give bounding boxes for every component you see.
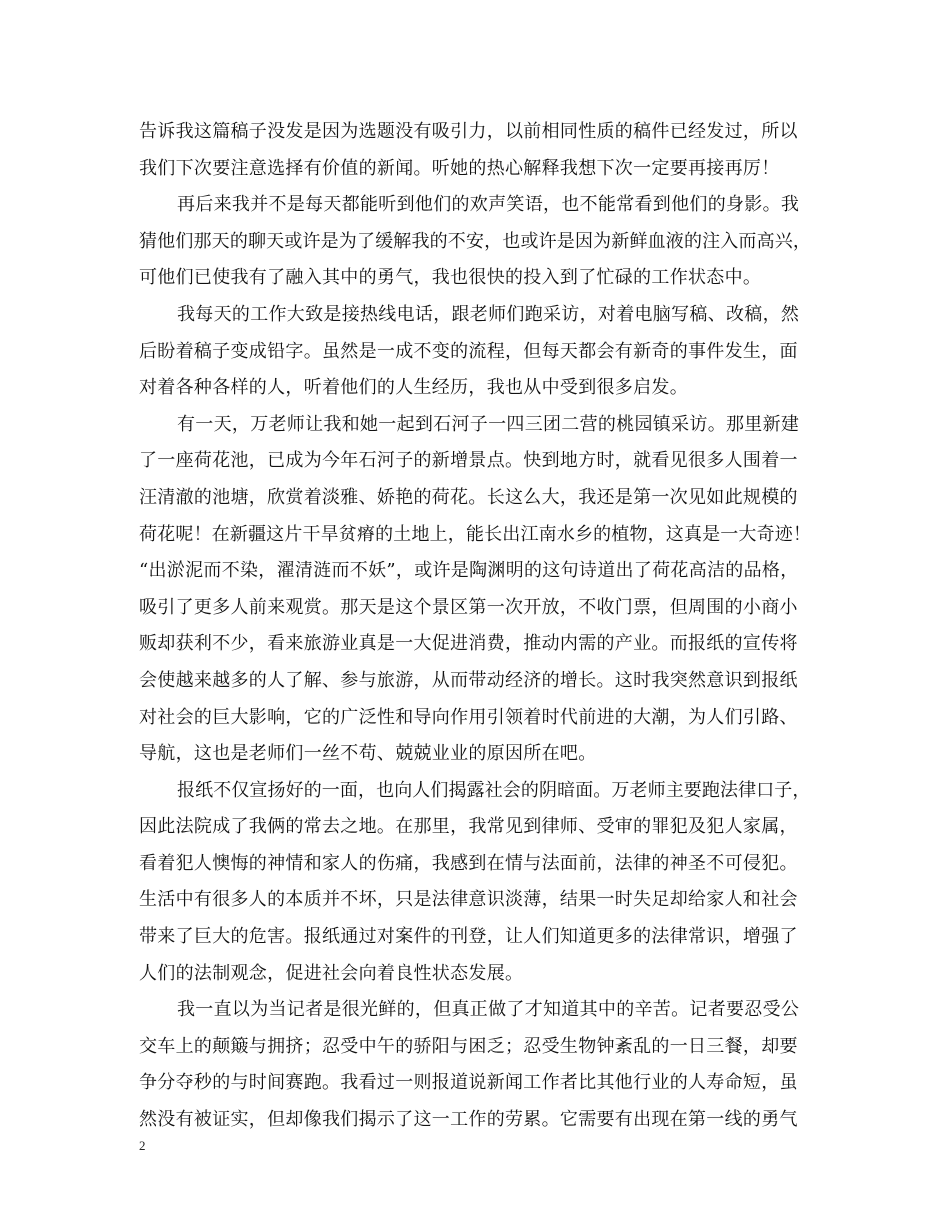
body-text — [139, 114, 811, 1139]
text-line: 导航，这也是老师们一丝不苟、兢兢业业的原因所在吧。 — [139, 743, 597, 765]
text-line: 告诉我这篇稿子没发是因为选题没有吸引力，以前相同性质的稿件已经发过，所以 — [139, 121, 798, 142]
text-line: 对社会的巨大影响，它的广泛性和导向作用引领着时代前进的大潮，为人们引路、 — [139, 706, 798, 728]
text-line: 后盼着稿子变成铅字。虽然是一成不变的流程，但每天都会有新奇的事件发生，面 — [139, 340, 798, 362]
text-line: “出淤泥而不染，濯清涟而不妖”，或许是陶渊明的这句诗道出了荷花高洁的品格， — [139, 560, 799, 582]
paragraph-first-line: 我每天的工作大致是接热线电话，跟老师们跑采访，对着电脑写稿、改稿，然 — [177, 303, 800, 325]
text-line: 带来了巨大的危害。报纸通过对案件的刊登，让人们知道更多的法律常识，增强了 — [139, 926, 798, 948]
text-line: 然没有被证实，但却像我们揭示了这一工作的劳累。它需要有出现在第一线的勇气 — [139, 1109, 798, 1131]
paragraph-first-line: 报纸不仅宣扬好的一面，也向人们揭露社会的阴暗面。万老师主要跑法律口子， — [177, 779, 811, 801]
text-line: 荷花呢！在新疆这片干旱贫瘠的土地上，能长出江南水乡的植物，这真是一大奇迹！ — [139, 523, 812, 545]
text-line: 可他们已使我有了融入其中的勇气，我也很快的投入到了忙碌的工作状态中。 — [139, 267, 762, 289]
paragraph-first-line: 有一天，万老师让我和她一起到石河子一四三团二营的桃园镇采访。那里新建 — [177, 413, 800, 435]
text-line: 了一座荷花池，已成为今年石河子的新增景点。快到地方时，就看见很多人围着一 — [139, 450, 798, 472]
text-line: 对着各种各样的人，听着他们的人生经历，我也从中受到很多启发。 — [139, 377, 688, 399]
text-line: 贩却获利不少，看来旅游业真是一大促进消费，推动内需的产业。而报纸的宣传将 — [139, 633, 798, 655]
page-number: 2 — [139, 1138, 146, 1153]
text-line: 因此法院成了我俩的常去之地。在那里，我常见到律师、受审的罪犯及犯人家属， — [139, 816, 798, 838]
text-line: 生活中有很多人的本质并不坏，只是法律意识淡薄，结果一时失足却给家人和社会 — [139, 889, 798, 911]
paragraph-first-line: 再后来我并不是每天都能听到他们的欢声笑语，也不能常看到他们的身影。我 — [177, 194, 800, 216]
text-line: 吸引了更多人前来观赏。那天是这个景区第一次开放，不收门票，但周围的小商小 — [139, 596, 798, 618]
text-line: 交车上的颠簸与拥挤；忍受中午的骄阳与困乏；忍受生物钟紊乱的一日三餐，却要 — [139, 1035, 798, 1057]
text-line: 争分夺秒的与时间赛跑。我看过一则报道说新闻工作者比其他行业的人寿命短，虽 — [139, 1072, 798, 1094]
text-line: 会使越来越多的人了解、参与旅游，从而带动经济的增长。这时我突然意识到报纸 — [139, 669, 798, 691]
text-line: 汪清澈的池塘，欣赏着淡雅、娇艳的荷花。长这么大，我还是第一次见如此规模的 — [139, 486, 798, 508]
paragraph-first-line: 我一直以为当记者是很光鲜的，但真正做了才知道其中的辛苦。记者要忍受公 — [177, 999, 800, 1021]
text-line: 人们的法制观念，促进社会向着良性状态发展。 — [139, 962, 524, 984]
text-line: 我们下次要注意选择有价值的新闻。听她的热心解释我想下次一定要再接再厉！ — [139, 157, 780, 179]
text-line: 看着犯人懊悔的神情和家人的伤痛，我感到在情与法面前，法律的神圣不可侵犯。 — [139, 852, 798, 874]
text-line: 猜他们那天的聊天或许是为了缓解我的不安，也或许是因为新鲜血液的注入而高兴， — [139, 230, 812, 252]
